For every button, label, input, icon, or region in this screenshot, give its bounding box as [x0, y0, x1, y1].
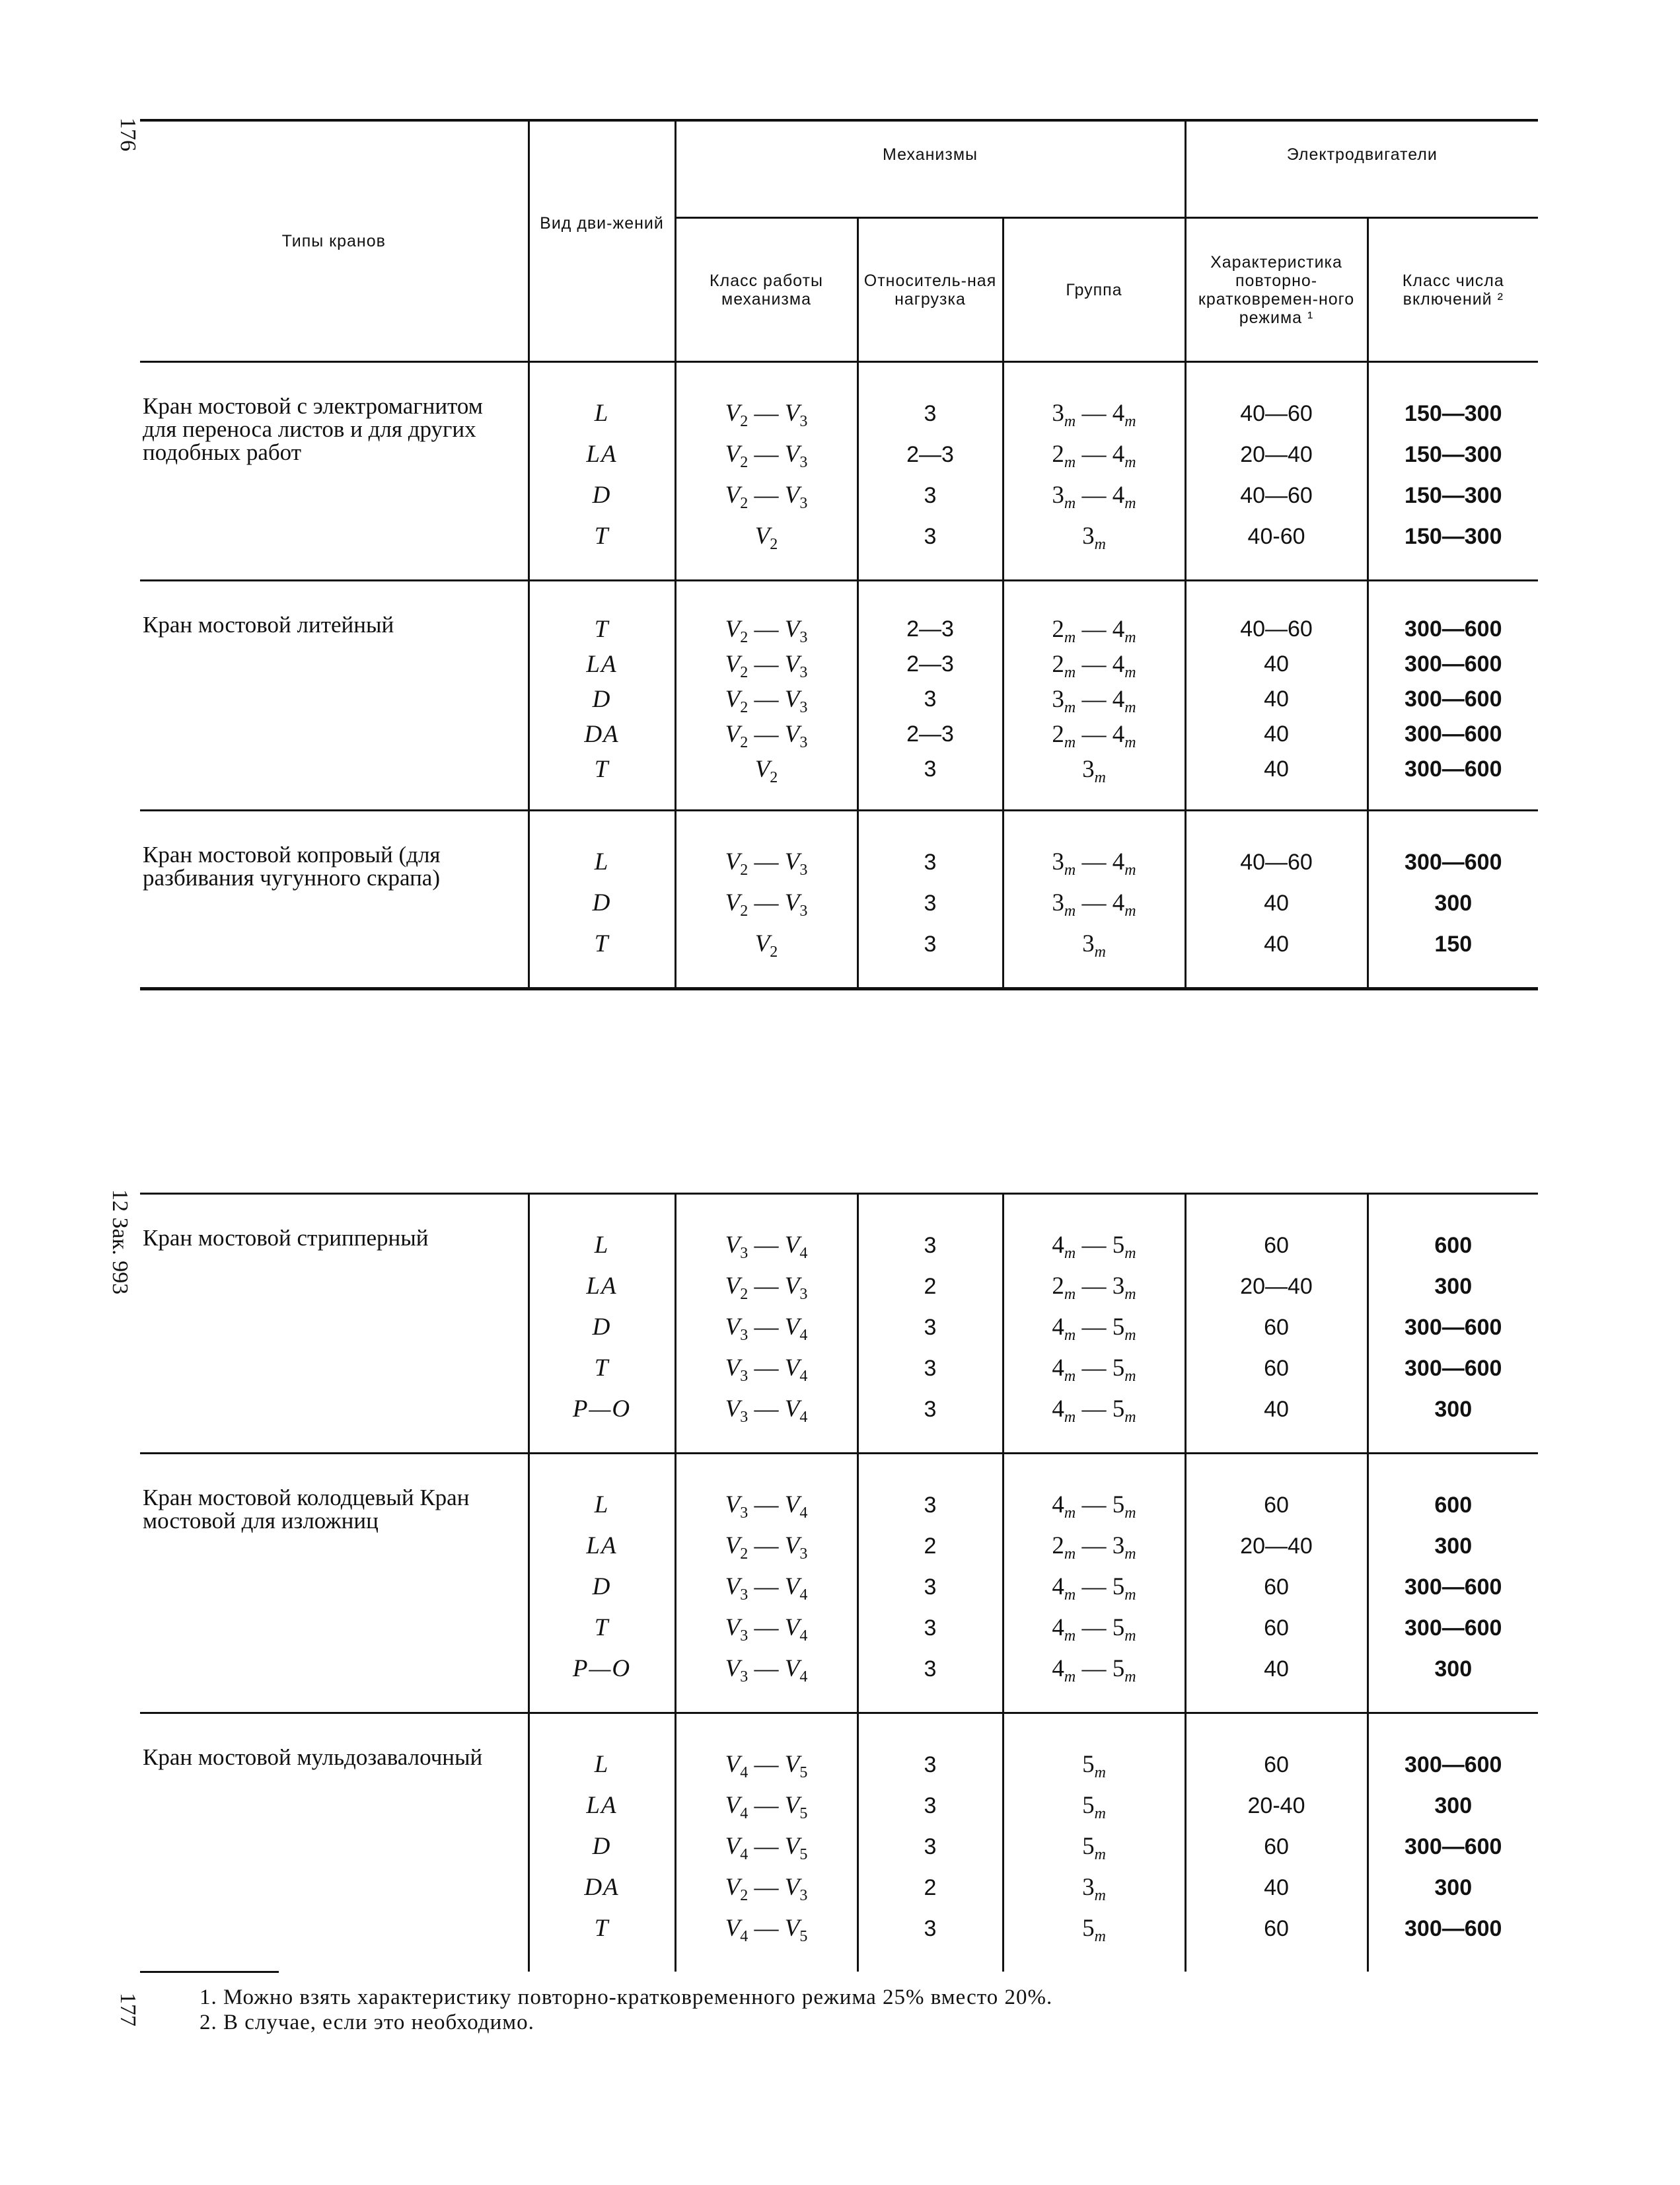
table-row-value: 150—300 — [1405, 524, 1502, 549]
movement-cell — [529, 1194, 675, 1454]
table-row-value: $5_m$ — [1082, 1751, 1106, 1781]
table-row-value: 20-40 — [1247, 1793, 1305, 1818]
table-row-value: $4_m$ — $5_m$ — [1052, 1354, 1136, 1385]
switching-class-cell — [1368, 581, 1538, 811]
table-row-value: 3 — [924, 524, 937, 549]
table-row-value: 40 — [1264, 1397, 1289, 1422]
table-row-value: 300—600 — [1405, 757, 1502, 782]
table-row-value: $2_m$ — $4_m$ — [1052, 441, 1136, 471]
table-row-value: $V_2$ — $V_3$ — [725, 441, 808, 471]
table-row-value: 3 — [924, 1916, 937, 1941]
table-row-value: 600 — [1434, 1233, 1473, 1258]
table-row-value: 40—60 — [1240, 616, 1313, 642]
table-row-value: 2 — [924, 1875, 937, 1900]
table-row-value: $V_2$ — $V_3$ — [725, 1874, 808, 1904]
table-row-value: T — [594, 1614, 610, 1641]
table-row-value: $2_m$ — $4_m$ — [1052, 651, 1136, 681]
crane-table-part-1 — [140, 119, 1538, 990]
table-row-value: 60 — [1264, 1233, 1289, 1258]
switching-class-cell — [1368, 811, 1538, 989]
work-class-cell — [675, 1454, 858, 1713]
crane-group — [140, 1454, 1538, 1713]
table-row-value: $3_m$ — $4_m$ — [1052, 848, 1136, 879]
table-row-value: 300 — [1434, 1397, 1473, 1422]
group-cell — [1003, 362, 1185, 581]
footnote-1: 1. Можно взять характеристику повторно-кратковременного режима 25% вместо 20%. — [200, 1985, 1053, 2009]
table-row-value: 40 — [1264, 686, 1289, 712]
header-work-class: Класс работы механизма — [675, 218, 858, 362]
table-row-value: 2—3 — [906, 616, 954, 642]
table-row-value: 600 — [1434, 1493, 1473, 1518]
table-row-value: L — [594, 1232, 610, 1259]
movement-cell — [529, 362, 675, 581]
table-row-value: $V_2$ — $V_3$ — [725, 686, 808, 716]
printer-mark: 12 Зак. 993 — [108, 1189, 132, 1295]
table-row-value: $2_m$ — $3_m$ — [1052, 1532, 1136, 1563]
table-row-value: $V_2$ — $V_3$ — [725, 1273, 808, 1303]
page-number-top: 176 — [116, 118, 140, 151]
footnote-2: 2. В случае, если это необходимо. — [200, 2011, 534, 2034]
switching-class-cell — [1368, 1454, 1538, 1713]
table-row-value: D — [592, 1573, 612, 1600]
header-group: Группа — [1003, 218, 1185, 362]
switching-class-cell — [1368, 1194, 1538, 1454]
table-row-value: $V_4$ — $V_5$ — [725, 1751, 808, 1781]
table-row-value: 40 — [1264, 891, 1289, 916]
table-row-value: 20—40 — [1240, 1534, 1313, 1559]
table-row-value: T — [594, 1354, 610, 1382]
table-row-value: 3 — [924, 1574, 937, 1600]
table-row-value: T — [594, 930, 610, 957]
duty-characteristic-cell — [1185, 1194, 1368, 1454]
group-cell — [1003, 1454, 1185, 1713]
header-crane-types: Типы кранов — [140, 120, 529, 362]
table-row-value: 300—600 — [1405, 1574, 1502, 1600]
table-row-value: 300 — [1434, 1875, 1473, 1900]
table-row-value: $5_m$ — [1082, 1915, 1106, 1945]
relative-load-cell — [858, 811, 1003, 989]
table-row-value: 3 — [924, 932, 937, 957]
table-row-value: $V_2$ — $V_3$ — [725, 616, 808, 646]
table-row-value: P—O — [572, 1655, 632, 1682]
footnotes — [200, 1985, 1052, 2035]
crane-type-name: Кран мостовой стрипперный — [143, 1225, 429, 1251]
table-row-value: P—O — [572, 1395, 632, 1423]
table-row-value: 300—600 — [1405, 722, 1502, 747]
table-row-value: $V_2$ — $V_3$ — [725, 889, 808, 920]
header-motors: Электродвигатели — [1185, 120, 1538, 218]
crane-group — [140, 1713, 1538, 1972]
header-relative-load: Относитель-ная нагрузка — [858, 218, 1003, 362]
table-row-value: 40 — [1264, 1875, 1289, 1900]
table-row-value: 300—600 — [1405, 1916, 1502, 1941]
table-row-value: 300—600 — [1405, 686, 1502, 712]
work-class-cell — [675, 1713, 858, 1972]
table-row-value: 2—3 — [906, 651, 954, 677]
table-row-value: 3 — [924, 1233, 937, 1258]
table-row-value: LA — [586, 651, 618, 678]
table-row-value: D — [592, 686, 612, 713]
table-row-value: $4_m$ — $5_m$ — [1052, 1232, 1136, 1262]
work-class-cell — [675, 581, 858, 811]
table-row-value: 20—40 — [1240, 1274, 1313, 1299]
table-row-value: $V_2$ — $V_3$ — [725, 400, 808, 430]
table-row-value: 60 — [1264, 1916, 1289, 1941]
relative-load-cell — [858, 362, 1003, 581]
table-row-value: LA — [586, 1532, 618, 1559]
table-row-value: $4_m$ — $5_m$ — [1052, 1573, 1136, 1604]
table-row-value: 300—600 — [1405, 1834, 1502, 1859]
table-row-value: 40—60 — [1240, 483, 1313, 508]
relative-load-cell — [858, 1454, 1003, 1713]
movement-cell — [529, 1454, 675, 1713]
group-cell — [1003, 811, 1185, 989]
crane-group — [140, 362, 1538, 581]
switching-class-cell — [1368, 1713, 1538, 1972]
table-row-value: $3_m$ — $4_m$ — [1052, 400, 1136, 430]
header-switching-class: Класс числа включений ² — [1368, 218, 1538, 362]
table-row-value: D — [592, 482, 612, 509]
table-row-value: 40 — [1264, 932, 1289, 957]
table-row-value: L — [594, 1491, 610, 1518]
table-row-value: D — [592, 889, 612, 916]
table-row-value: D — [592, 1314, 612, 1341]
table-row-value: 300 — [1434, 1274, 1473, 1299]
table-row-value: 40 — [1264, 757, 1289, 782]
table-row-value: 3 — [924, 1356, 937, 1381]
table-row-value: 40 — [1264, 651, 1289, 677]
group-cell — [1003, 1194, 1185, 1454]
table-row-value: 20—40 — [1240, 442, 1313, 467]
table-row-value: 150—300 — [1405, 483, 1502, 508]
table-row-value: LA — [586, 1273, 618, 1300]
group-cell — [1003, 1713, 1185, 1972]
table-row-value: 3 — [924, 1615, 937, 1641]
table-row-value: $2_m$ — $4_m$ — [1052, 616, 1136, 646]
table-row-value: $V_4$ — $V_5$ — [725, 1915, 808, 1945]
table-row-value: $V_3$ — $V_4$ — [725, 1314, 808, 1344]
table-row-value: $V_2$ — [754, 523, 778, 553]
table-row-value: $V_3$ — $V_4$ — [725, 1354, 808, 1385]
page-number-bottom: 177 — [116, 1993, 140, 2026]
table-row-value: 40-60 — [1247, 524, 1305, 549]
table-row-value: $4_m$ — $5_m$ — [1052, 1491, 1136, 1522]
table-row-value: $2_m$ — $4_m$ — [1052, 721, 1136, 751]
table-row-value: 3 — [924, 850, 937, 875]
crane-group — [140, 1194, 1538, 1454]
duty-characteristic-cell — [1185, 811, 1368, 989]
crane-group — [140, 811, 1538, 989]
table-row-value: 60 — [1264, 1574, 1289, 1600]
table-row-value: 40 — [1264, 722, 1289, 747]
table-row-value: 3 — [924, 1397, 937, 1422]
crane-type-name: Кран мостовой копровый (для разбивания чугунного скрапа) — [140, 811, 529, 989]
relative-load-cell — [858, 1194, 1003, 1454]
table-row-value: 3 — [924, 1493, 937, 1518]
table-row-value: $V_3$ — $V_4$ — [725, 1491, 808, 1522]
work-class-cell — [675, 1194, 858, 1454]
table-row-value: $4_m$ — $5_m$ — [1052, 1655, 1136, 1685]
table-row-value: 300 — [1434, 1793, 1473, 1818]
table-row-value: T — [594, 1915, 610, 1942]
table-row-value: 300—600 — [1405, 1615, 1502, 1641]
movement-cell — [529, 581, 675, 811]
table-row-value: $V_2$ — $V_3$ — [725, 482, 808, 512]
table-row-value: D — [592, 1833, 612, 1860]
table-row-value: 3 — [924, 1656, 937, 1682]
table-row-value: $3_m$ — $4_m$ — [1052, 482, 1136, 512]
header-duty-characteristic: Характеристика повторно-кратковремен-ного режима ¹ — [1185, 218, 1368, 362]
relative-load-cell — [858, 1713, 1003, 1972]
table-row-value: $5_m$ — [1082, 1833, 1106, 1863]
table-row-value: 300—600 — [1405, 616, 1502, 642]
table-row-value: $3_m$ — [1082, 930, 1106, 961]
table-row-value: $V_4$ — $V_5$ — [725, 1833, 808, 1863]
crane-type-name: Кран мостовой колодцевый Кран мостовой для изложниц — [140, 1454, 529, 1713]
table-row-value: 40—60 — [1240, 401, 1313, 426]
table-row-value: $2_m$ — $3_m$ — [1052, 1273, 1136, 1303]
footnote-rule — [140, 1971, 279, 1973]
table-row-value: L — [594, 848, 610, 875]
work-class-cell — [675, 811, 858, 989]
table-row-value: $V_3$ — $V_4$ — [725, 1395, 808, 1426]
table-row-value: $V_2$ — $V_3$ — [725, 848, 808, 879]
table-row-value: LA — [586, 1792, 618, 1819]
table-row-value: T — [594, 523, 610, 550]
table-row-value: $3_m$ — [1082, 1874, 1106, 1904]
table-row-value: 60 — [1264, 1834, 1289, 1859]
duty-characteristic-cell — [1185, 1454, 1368, 1713]
duty-characteristic-cell — [1185, 581, 1368, 811]
table-row-value: 150 — [1434, 932, 1473, 957]
table-row-value: $V_3$ — $V_4$ — [725, 1232, 808, 1262]
table-row-value: 2—3 — [906, 442, 954, 467]
table-row-value: $3_m$ — [1082, 523, 1106, 553]
table-row-value: T — [594, 616, 610, 643]
table-row-value: 3 — [924, 1315, 937, 1340]
table-row-value: 60 — [1264, 1493, 1289, 1518]
table-row-value: $3_m$ — [1082, 756, 1106, 786]
table-row-value: 2—3 — [906, 722, 954, 747]
table-row-value: 40 — [1264, 1656, 1289, 1682]
table-row-value: 3 — [924, 686, 937, 712]
table-row-value: $V_3$ — $V_4$ — [725, 1573, 808, 1604]
table-row-value: $3_m$ — $4_m$ — [1052, 889, 1136, 920]
crane-type-name: Кран мостовой с электромагнитом для переноса листов и для других подобных работ — [143, 393, 483, 465]
crane-group — [140, 581, 1538, 811]
table-row-value: 60 — [1264, 1356, 1289, 1381]
table-row-value: 60 — [1264, 1315, 1289, 1340]
table-row-value: 3 — [924, 1793, 937, 1818]
movement-cell — [529, 811, 675, 989]
table-row-value: 60 — [1264, 1752, 1289, 1777]
table-row-value: 300—600 — [1405, 1315, 1502, 1340]
table-row-value: $V_2$ — $V_3$ — [725, 1532, 808, 1563]
table-row-value: $V_2$ — $V_3$ — [725, 721, 808, 751]
table-row-value: LA — [586, 441, 618, 468]
table-row-value: T — [594, 756, 610, 783]
table-row-value: 300 — [1434, 1534, 1473, 1559]
table-row-value: DA — [584, 1874, 620, 1901]
table-row-value: 2 — [924, 1274, 937, 1299]
table-row-value: 300—600 — [1405, 1356, 1502, 1381]
table-row-value: $V_2$ — [754, 756, 778, 786]
table-row-value: $V_4$ — $V_5$ — [725, 1792, 808, 1822]
table-row-value: 2 — [924, 1534, 937, 1559]
table-row-value: $5_m$ — [1082, 1792, 1106, 1822]
table-row-value: 150—300 — [1405, 401, 1502, 426]
table-row-value: L — [594, 1751, 610, 1778]
table-row-value: 3 — [924, 401, 937, 426]
table-row-value: 300—600 — [1405, 1752, 1502, 1777]
crane-table-part-2 — [140, 1193, 1538, 1972]
table-row-value: $3_m$ — $4_m$ — [1052, 686, 1136, 716]
table-row-value: 3 — [924, 891, 937, 916]
table-row-value: 3 — [924, 1752, 937, 1777]
relative-load-cell — [858, 581, 1003, 811]
table-row-value: 3 — [924, 757, 937, 782]
duty-characteristic-cell — [1185, 362, 1368, 581]
movement-cell — [529, 1713, 675, 1972]
table-row-value: 300—600 — [1405, 651, 1502, 677]
duty-characteristic-cell — [1185, 1713, 1368, 1972]
table-row-value: 300—600 — [1405, 850, 1502, 875]
switching-class-cell — [1368, 362, 1538, 581]
table-row-value: 150—300 — [1405, 442, 1502, 467]
table-row-value: 60 — [1264, 1615, 1289, 1641]
table-row-value: DA — [584, 721, 620, 748]
crane-type-name: Кран мостовой мульдозавалочный — [140, 1713, 529, 1972]
header-mechanisms: Механизмы — [675, 120, 1185, 218]
table-row-value: $4_m$ — $5_m$ — [1052, 1395, 1136, 1426]
table-row-value: 3 — [924, 1834, 937, 1859]
table-row-value: 300 — [1434, 891, 1473, 916]
crane-type-name: Кран мостовой литейный — [140, 581, 529, 811]
table-row-value: 3 — [924, 483, 937, 508]
work-class-cell — [675, 362, 858, 581]
table-row-value: $V_2$ — [754, 930, 778, 961]
table-row-value: $4_m$ — $5_m$ — [1052, 1314, 1136, 1344]
table-row-value: $V_2$ — $V_3$ — [725, 651, 808, 681]
table-row-value: 40—60 — [1240, 850, 1313, 875]
header-movement: Вид дви-жений — [529, 120, 675, 362]
table-row-value: $4_m$ — $5_m$ — [1052, 1614, 1136, 1645]
table-row-value: $V_3$ — $V_4$ — [725, 1655, 808, 1685]
table-row-value: $V_3$ — $V_4$ — [725, 1614, 808, 1645]
table-row-value: 300 — [1434, 1656, 1473, 1682]
table-row-value: L — [594, 400, 610, 427]
group-cell — [1003, 581, 1185, 811]
